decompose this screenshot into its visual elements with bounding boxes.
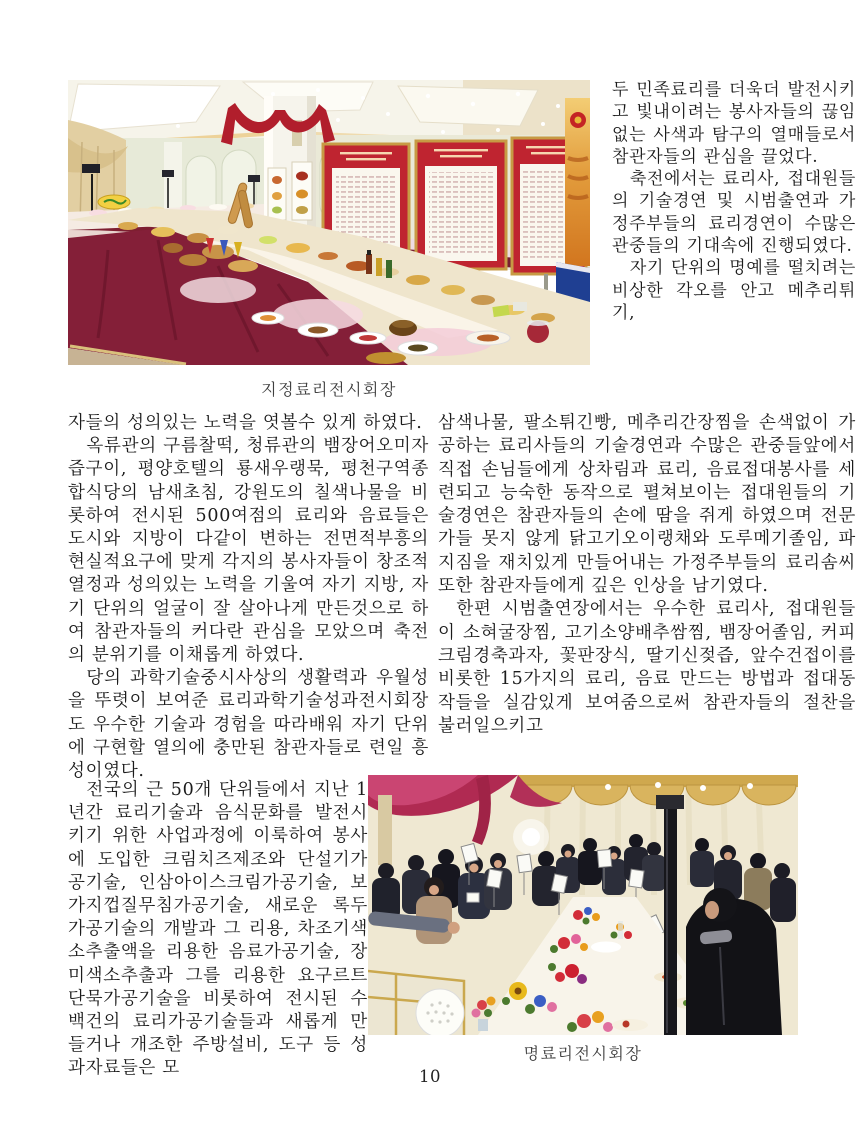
paragraph: 두 민족료리를 더욱더 발전시키고 빛내이려는 봉사자들의 끊임없는 사색과 탐구의 열매들로서 참관자들의 관심을 끌었다.	[612, 80, 856, 167]
photo-caption-bottom: 명료리전시회장	[523, 1044, 643, 1063]
gold-sign	[98, 195, 130, 209]
crowd-exhibition-photo	[368, 775, 798, 1035]
crowd-exhibition-illustration	[368, 775, 798, 1035]
exhibition-hall-photo	[68, 80, 590, 365]
paragraph: 자들의 성의있는 노력을 엿볼수 있게 하였다.	[68, 413, 423, 433]
paragraph: 삼색나물, 팔소튀긴빵, 메추리간장찜을 손색없이 가공하는 료리사들의 기술경연과 수많은 관중들앞에서 직접 손님들에게 상차림과 료리, 음료접대봉사를 세련되고 능숙한 동작으로 펼쳐보이는 접대원들의 기술경연은 참관자들의 손에 땀을 쥐게 하였으며 전문가들 못지 않게 닭고기오이랭채와 도루메기졸임, 파지짐을 재치있게 만들어내는 가정주부들의 료리솜씨 또한 참관자들에게 깊은 인상을 남기였다.	[438, 413, 856, 597]
paragraph: 축전에서는 료리사, 접대원들의 기술경연 및 시범출연과 가정주부들의 료리경연이 수많은 관중들의 기대속에 진행되였다.	[612, 169, 856, 257]
camera-flash	[522, 828, 540, 846]
festival-banner	[565, 98, 590, 266]
paragraph: 자기 단위의 명예를 떨치려는 비상한 각오를 안고 메추리튀기,	[612, 258, 856, 323]
right-column-lower-text	[438, 412, 856, 765]
paragraph: 당의 과학기술중시사상의 생활력과 우월성을 뚜렷이 보여준 료리과학기술성과전시회장도 우수한 기술과 경험을 따라배워 자기 단위에 구현할 열의에 충만된 참관자들로 련일 흥성이였다.	[68, 668, 429, 779]
page-number: 10	[419, 1067, 441, 1086]
paragraph: 전국의 근 50개 단위들에서 지난 1년간 료리기술과 음식문화를 발전시키기 위한 사업과정에 이룩하여 봉사에 도입한 크림치즈제조와 단설기가공기술, 인삼아이스크림가공기술, 보가지껍질무침가공기술, 새로운 록두가공기술의 개발과 그 리용, 차조기색소추출액을 리용한 음료가공기술, 장미색소추출과 그를 리용한 요구르트단묵가공기술을 비롯하여 전시된 수백건의 료리가공기술들과 새롭게 만들거나 개조한 주방설비, 도구 등 성과자료들은 모	[68, 780, 368, 1079]
leaflet	[467, 893, 479, 902]
paragraph: 옥류관의 구름찰떡, 청류관의 뱀장어오미자즙구이, 평양호텔의 룡새우랭묵, 평천구역종합식당의 남새초침, 강원도의 칠색나물을 비롯하여 전시된 500여점의 료리와 음료들은 도시와 지방이 다같이 변하는 전면적부흥의 현실적요구에 맞게 각지의 봉사자들이 창조적열정과 성의있는 노력을 기울여 자기 지방, 자기 단위의 얼굴이 잘 살아나게 만든것으로 하여 참관자들의 커다란 관심을 모았으며 축전의 분위기를 이채롭게 하였다.	[68, 436, 429, 666]
left-column-lower-text	[68, 779, 368, 1106]
right-column-upper-text	[612, 79, 856, 415]
wall-pillar	[378, 795, 392, 865]
left-column-upper-text	[68, 412, 429, 779]
photo-caption-top: 지정료리전시회장	[261, 380, 397, 399]
paragraph: 한편 시범출연장에서는 우수한 료리사, 접대원들이 소혀굴장찜, 고기소양배추쌈찜, 뱀장어졸임, 커피크림경축과자, 꽃판장식, 딸기신젖즙, 앞수건접이를 비롯한 15가지의 료리, 음료 만드는 방법과 접대동작들을 실감있게 보여줌으로써 참관자들의 절찬을 불러일으키고	[438, 599, 856, 736]
exhibition-hall-illustration	[68, 80, 590, 365]
